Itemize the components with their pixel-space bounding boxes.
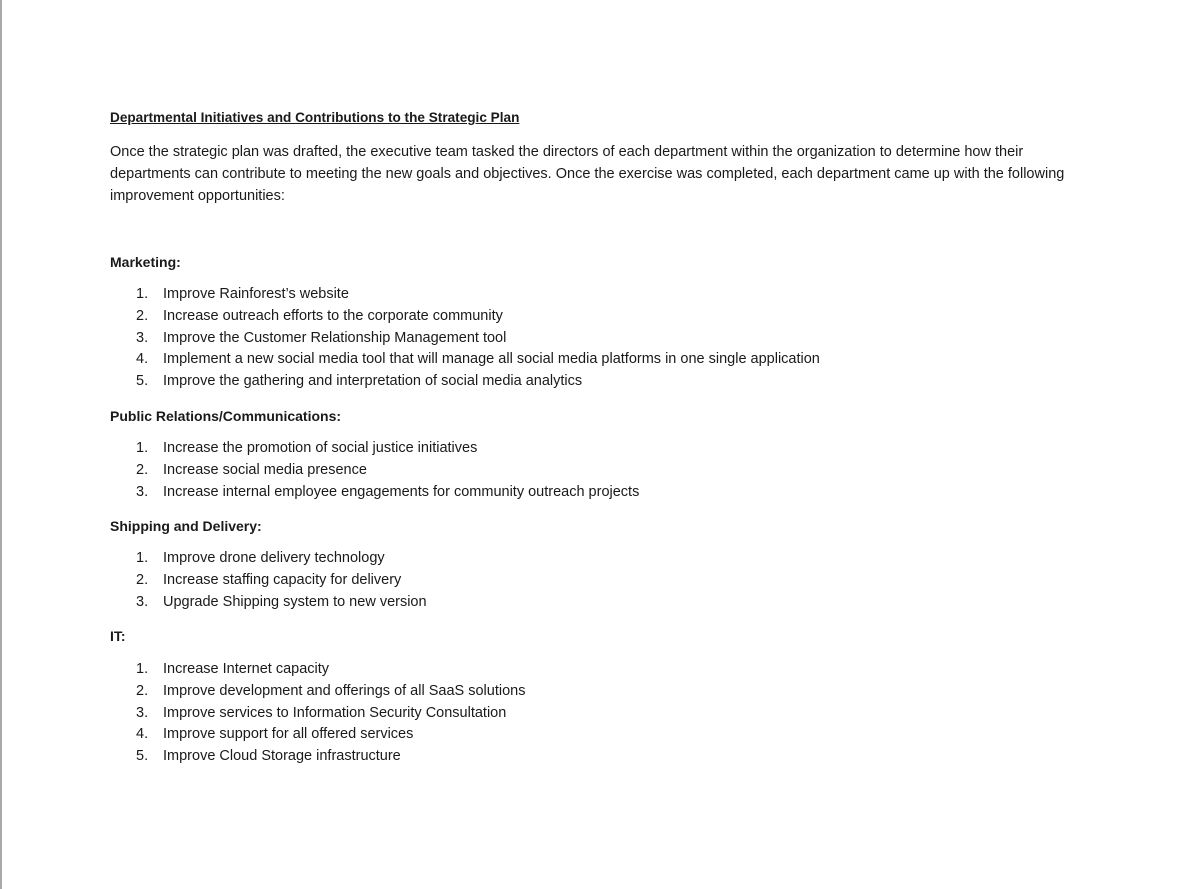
list-number: 2. bbox=[136, 571, 149, 588]
list-item-text: Implement a new social media tool that will manage all social media platforms in one single application bbox=[163, 351, 820, 368]
list-number: 2. bbox=[136, 461, 149, 478]
list-item-text: Improve Cloud Storage infrastructure bbox=[163, 748, 401, 765]
list-item-text: Improve support for all offered services bbox=[163, 726, 414, 743]
list-number: 3. bbox=[136, 483, 149, 500]
list-item-text: Improve development and offerings of all SaaS solutions bbox=[163, 682, 526, 699]
list-item-text: Improve Rainforest’s website bbox=[163, 286, 349, 302]
section-heading-it: IT: bbox=[110, 628, 126, 644]
list-item-text: Upgrade Shipping system to new version bbox=[163, 593, 427, 610]
intro-paragraph: Once the strategic plan was drafted, the executive team tasked the directors of each department within the organization to determine how their departments can contribute to meeting the new goals and objectives. Once the exercise was completed, each department came up with the following improvement opportunities: bbox=[110, 144, 1065, 204]
list-number: 1. bbox=[136, 550, 149, 566]
list-item-text: Increase staffing capacity for delivery bbox=[163, 571, 402, 588]
list-number: 5. bbox=[136, 748, 149, 765]
list-number: 1. bbox=[136, 286, 149, 302]
list-item-text: Improve the gathering and interpretation of social media analytics bbox=[163, 373, 583, 390]
list-number: 3. bbox=[136, 704, 149, 721]
list-number: 1. bbox=[136, 440, 149, 456]
list-item-text: Increase Internet capacity bbox=[163, 661, 330, 677]
page-left-border bbox=[0, 0, 2, 889]
list-number: 4. bbox=[136, 351, 149, 368]
section-heading-shipping: Shipping and Delivery: bbox=[110, 518, 262, 534]
document-page bbox=[110, 109, 1110, 765]
list-number: 3. bbox=[136, 593, 149, 610]
section-heading-public-relations: Public Relations/Communications: bbox=[110, 408, 342, 424]
section-heading-marketing: Marketing: bbox=[110, 254, 181, 270]
list-item-text: Improve drone delivery technology bbox=[163, 550, 385, 566]
list-item-text: Increase internal employee engagements for community outreach projects bbox=[163, 483, 640, 500]
list-number: 3. bbox=[136, 329, 149, 346]
list-number: 2. bbox=[136, 682, 149, 699]
list-item-text: Increase social media presence bbox=[163, 461, 367, 478]
list-item-text: Improve the Customer Relationship Management tool bbox=[163, 329, 507, 346]
list-item-text: Increase the promotion of social justice initiatives bbox=[163, 440, 478, 456]
list-number: 4. bbox=[136, 726, 149, 743]
list-item-text: Increase outreach efforts to the corporate community bbox=[163, 307, 503, 324]
list-number: 5. bbox=[136, 373, 149, 390]
list-number: 2. bbox=[136, 307, 149, 324]
list-item-text: Improve services to Information Security Consultation bbox=[163, 704, 507, 721]
document-title: Departmental Initiatives and Contributions to the Strategic Plan bbox=[110, 110, 520, 125]
list-number: 1. bbox=[136, 661, 149, 677]
